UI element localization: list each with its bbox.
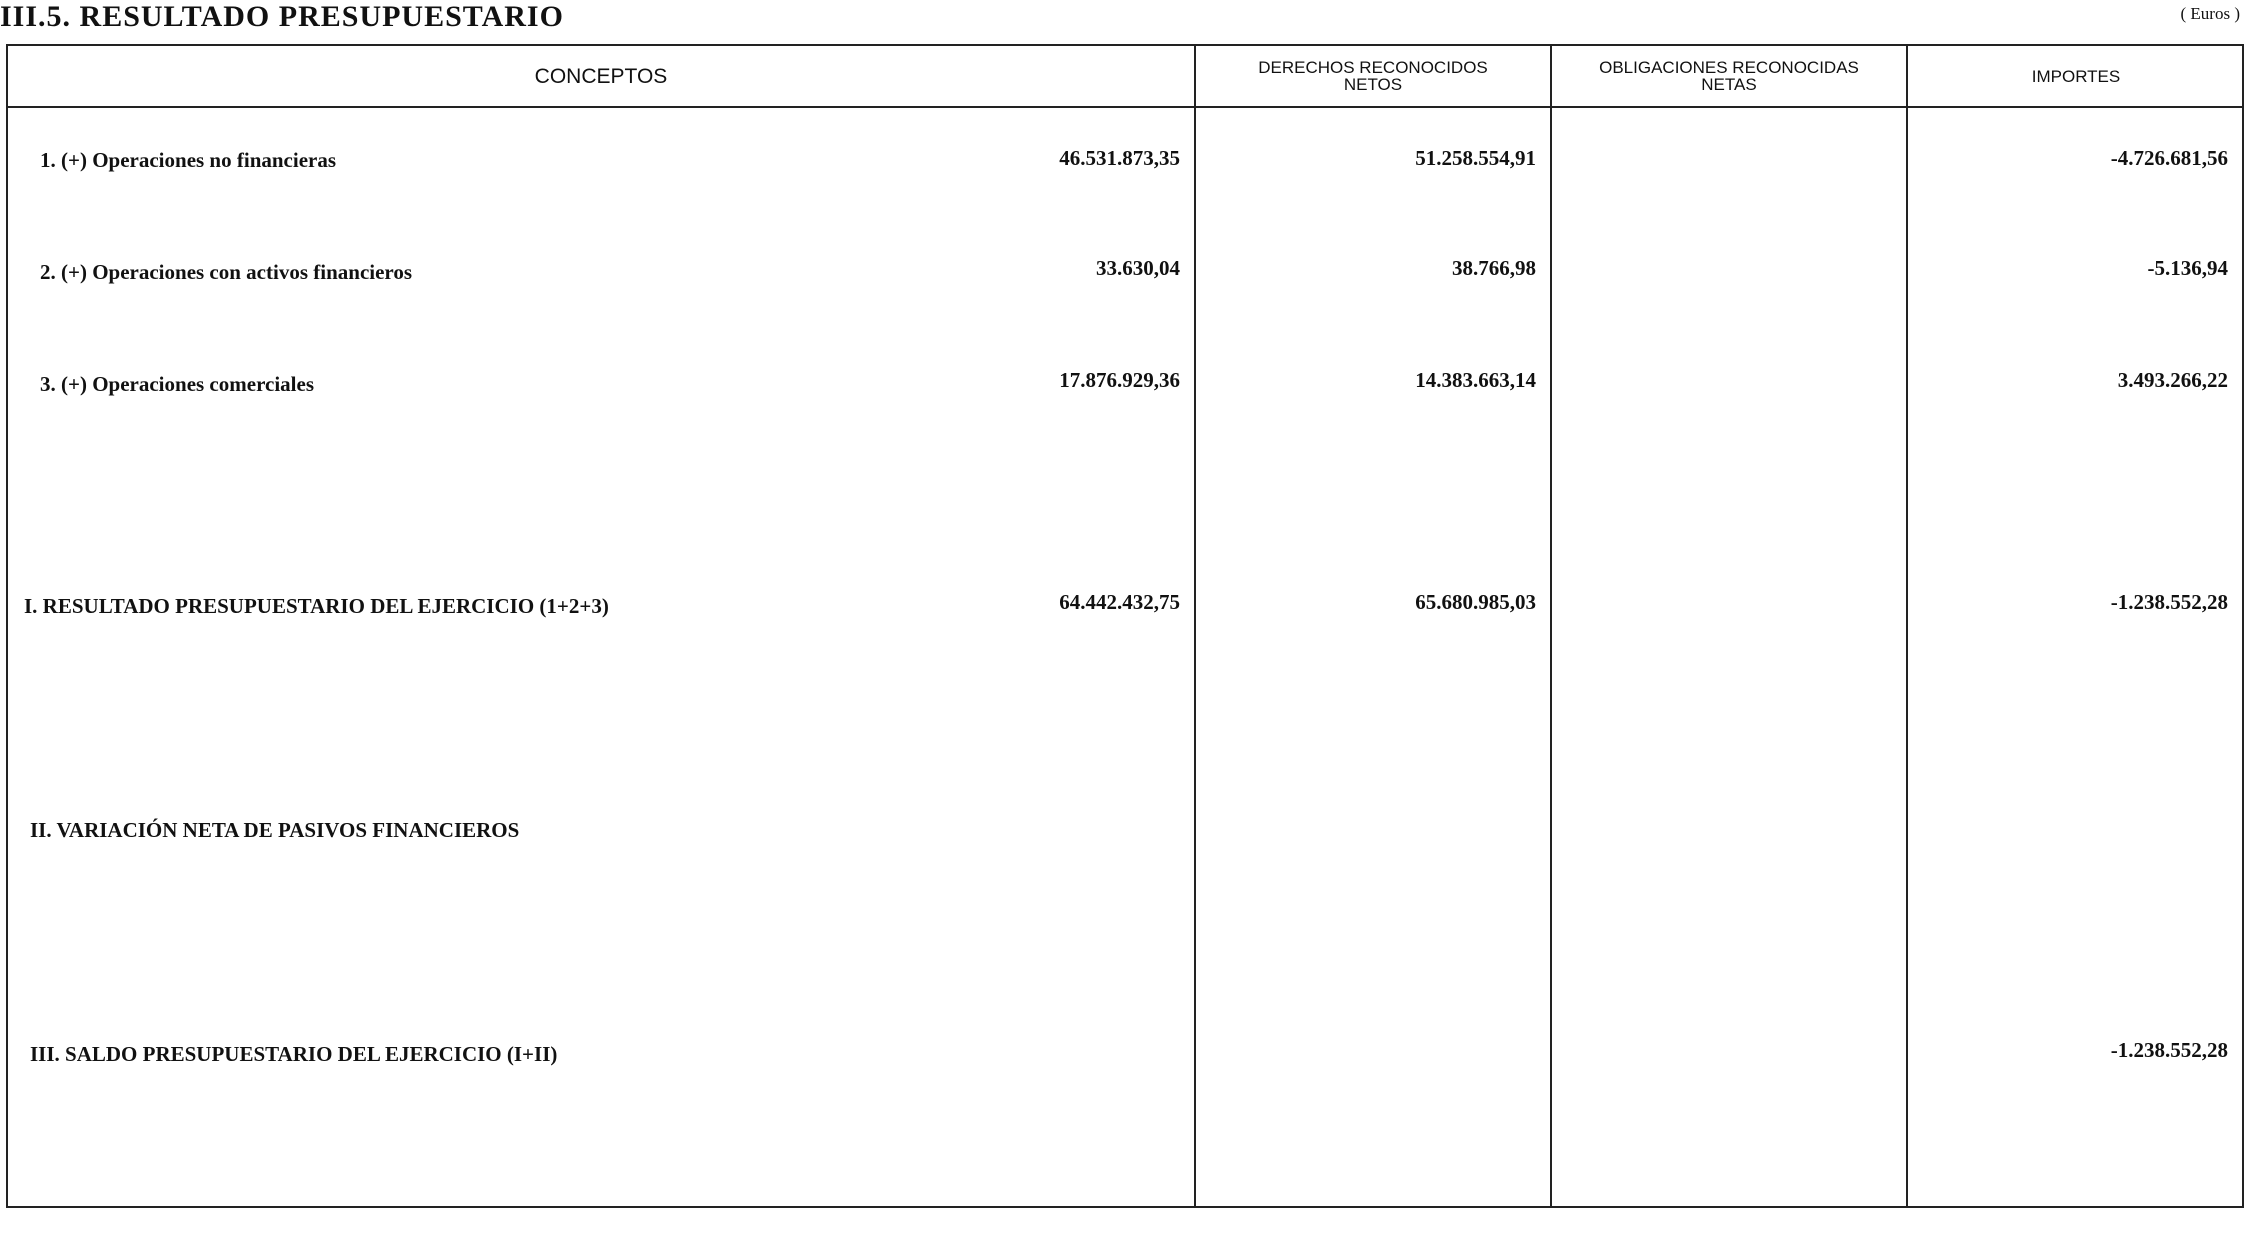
row-derechos-2: 33.630,04 <box>1096 256 1180 280</box>
column-divider <box>1906 46 1908 1206</box>
row-obligaciones-1: 51.258.554,91 <box>1415 146 1536 170</box>
row-importes-3: 3.493.266,22 <box>2117 368 2228 392</box>
row-saldo-presupuestario: III. SALDO PRESUPUESTARIO DEL EJERCICIO (I+II) <box>30 1042 558 1066</box>
row-saldo-importes: -1.238.552,28 <box>2110 1038 2228 1062</box>
row-resultado-ejercicio: I. RESULTADO PRESUPUESTARIO DEL EJERCICIO (1+2+3) <box>24 594 609 618</box>
row-resultado-derechos: 64.442.432,75 <box>1059 590 1180 614</box>
header-derechos <box>1196 46 1550 106</box>
header-derechos-line2: NETOS <box>1343 75 1403 94</box>
header-derechos-line1: DERECHOS RECONOCIDOS <box>1258 58 1488 77</box>
budget-result-table <box>6 44 2244 1208</box>
header-conceptos <box>8 46 1194 106</box>
column-divider <box>1550 46 1552 1206</box>
row-resultado-obligaciones: 65.680.985,03 <box>1415 590 1536 614</box>
header-obligaciones <box>1552 46 1906 106</box>
header-importes <box>1908 46 2244 106</box>
header-conceptos-label: CONCEPTOS <box>534 64 668 88</box>
row-obligaciones-3: 14.383.663,14 <box>1415 368 1536 392</box>
row-resultado-importes: -1.238.552,28 <box>2110 590 2228 614</box>
units-label: ( Euros ) <box>2180 4 2240 23</box>
header-obligaciones-line1: OBLIGACIONES RECONOCIDAS <box>1599 58 1859 77</box>
header-importes-label: IMPORTES <box>2031 66 2121 86</box>
row-obligaciones-2: 38.766,98 <box>1452 256 1536 280</box>
column-divider <box>1194 46 1196 1206</box>
document-title: III.5. RESULTADO PRESUPUESTARIO <box>0 0 564 33</box>
row-importes-1: -4.726.681,56 <box>2110 146 2228 170</box>
row-importes-2: -5.136,94 <box>2147 256 2228 280</box>
row-concept-2: 2. (+) Operaciones con activos financieros <box>40 260 413 284</box>
row-derechos-3: 17.876.929,36 <box>1059 368 1180 392</box>
row-concept-1: 1. (+) Operaciones no financieras <box>40 148 337 172</box>
header-obligaciones-line2: NETAS <box>1701 75 1757 94</box>
row-concept-3: 3. (+) Operaciones comerciales <box>40 372 314 396</box>
row-variacion-pasivos: II. VARIACIÓN NETA DE PASIVOS FINANCIEROS <box>30 818 520 842</box>
header-divider <box>8 106 2242 108</box>
row-derechos-1: 46.531.873,35 <box>1059 146 1180 170</box>
